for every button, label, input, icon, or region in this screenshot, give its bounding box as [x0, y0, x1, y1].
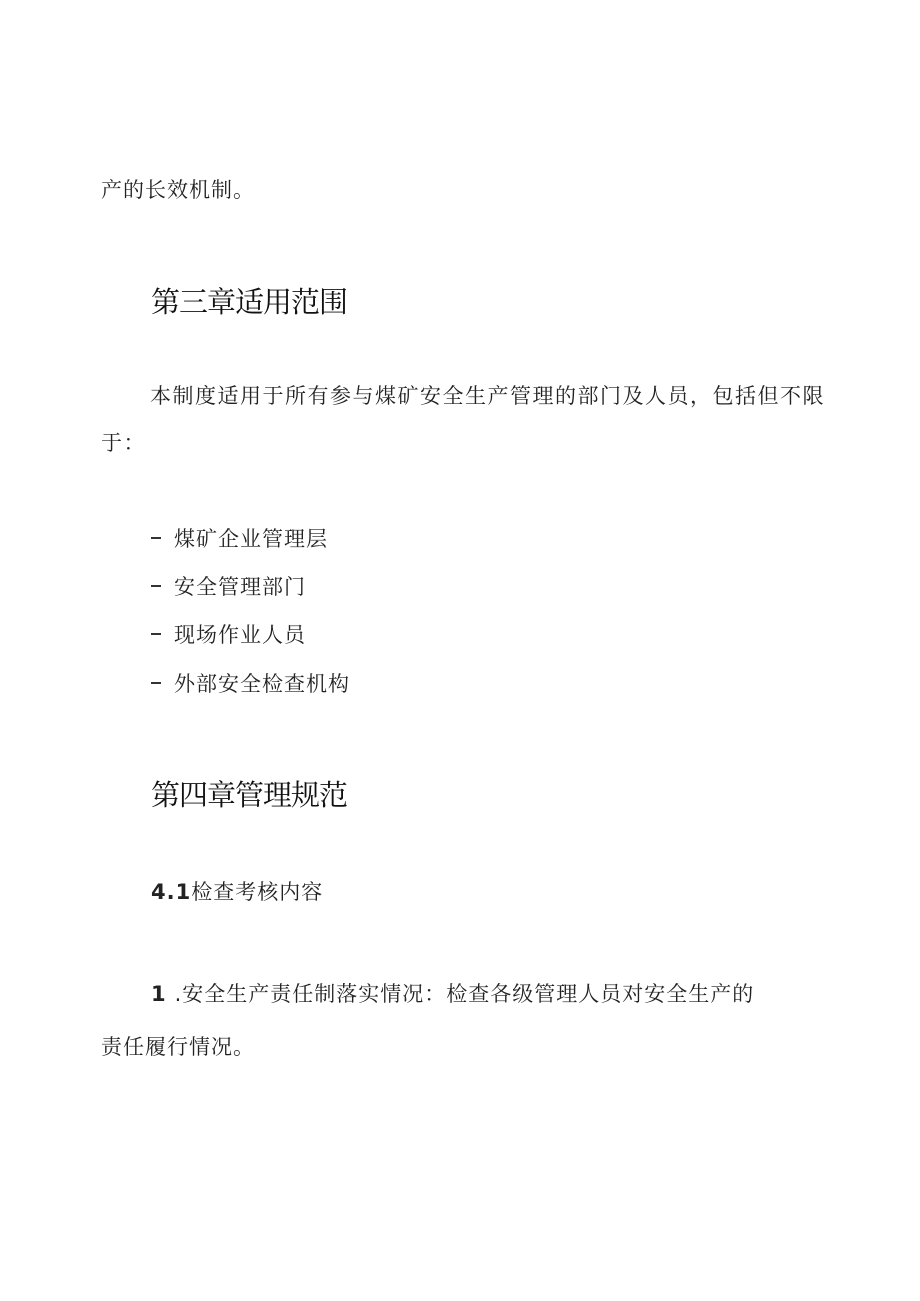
dash-bullet-icon — [151, 633, 161, 635]
list-item-label: 安全管理部门 — [174, 575, 306, 599]
chapter-3-heading: 第三章适用范围 — [151, 285, 348, 319]
item-1-line-1 — [151, 978, 754, 1008]
continuation-text: 产的长效机制。 — [101, 178, 255, 202]
item-number: 1 — [151, 982, 167, 1006]
list-item — [151, 668, 350, 698]
chapter-3-paragraph-line-2: 于： — [101, 431, 146, 455]
item-text: .安全生产责任制落实情况：检查各级管理人员对安全生产的 — [174, 982, 755, 1006]
list-item-label: 煤矿企业管理层 — [174, 527, 328, 551]
chapter-3-paragraph-line-1: 本制度适用于所有参与煤矿安全生产管理的部门及人员，包括但不限 — [150, 384, 825, 408]
section-4-1-heading — [151, 876, 323, 906]
list-item-label: 现场作业人员 — [174, 623, 306, 647]
item-1-line-2: 责任履行情况。 — [101, 1035, 255, 1059]
section-title: 检查考核内容 — [191, 880, 324, 904]
dash-bullet-icon — [151, 537, 161, 539]
list-item-label: 外部安全检查机构 — [174, 672, 350, 696]
list-item — [151, 523, 328, 553]
chapter-4-heading: 第四章管理规范 — [151, 778, 348, 812]
dash-bullet-icon — [151, 585, 161, 587]
dash-bullet-icon — [151, 682, 161, 684]
list-item — [151, 571, 306, 601]
section-number: 4.1 — [151, 880, 192, 904]
list-item — [151, 619, 306, 649]
